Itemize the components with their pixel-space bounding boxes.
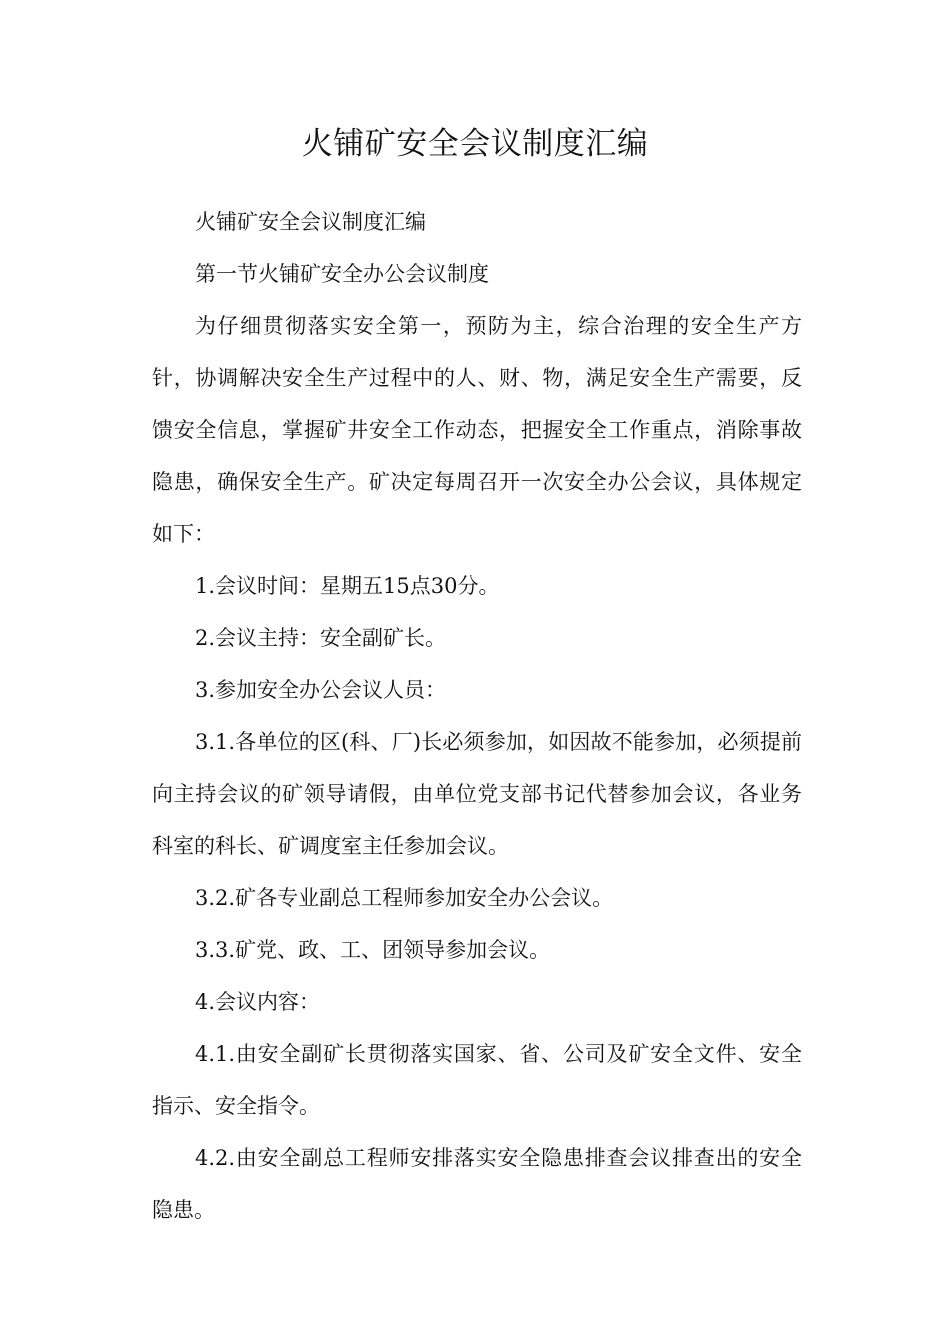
paragraph-item-3-1: 3.1.各单位的区(科、厂)长必须参加，如因故不能参加，必须提前向主持会议的矿领导请假，由单位党支部书记代替参加会议，各业务科室的科长、矿调度室主任参加会议。 (152, 730, 802, 858)
paragraph-item-3-3: 3.3.矿党、政、工、团领导参加会议。 (195, 938, 551, 962)
paragraph-item-3-2: 3.2.矿各专业副总工程师参加安全办公会议。 (195, 886, 614, 910)
paragraph-section-title: 第一节火铺矿安全办公会议制度 (195, 262, 489, 286)
document-title: 火铺矿安全会议制度汇编 (301, 126, 649, 162)
paragraph-item-4: 4.会议内容： (195, 990, 321, 1014)
paragraph-item-4-1: 4.1.由安全副矿长贯彻落实国家、省、公司及矿安全文件、安全指示、安全指令。 (152, 1042, 802, 1118)
paragraph-intro: 为仔细贯彻落实安全第一，预防为主，综合治理的安全生产方针，协调解决安全生产过程中的人、财、物，满足安全生产需要，反馈安全信息，掌握矿井安全工作动态，把握安全工作重点，消除事故隐患，确保安全生产。矿决定每周召开一次安全办公会议，具体规定如下： (152, 314, 802, 546)
document-body (152, 196, 802, 1236)
paragraph-item-3: 3.参加安全办公会议人员： (195, 678, 447, 702)
paragraph-heading: 火铺矿安全会议制度汇编 (195, 210, 426, 234)
paragraph-item-1: 1.会议时间：星期五15点30分。 (195, 574, 500, 598)
paragraph-item-2: 2.会议主持：安全副矿长。 (195, 626, 447, 650)
paragraph-item-4-2: 4.2.由安全副总工程师安排落实安全隐患排查会议排查出的安全隐患。 (152, 1146, 802, 1222)
